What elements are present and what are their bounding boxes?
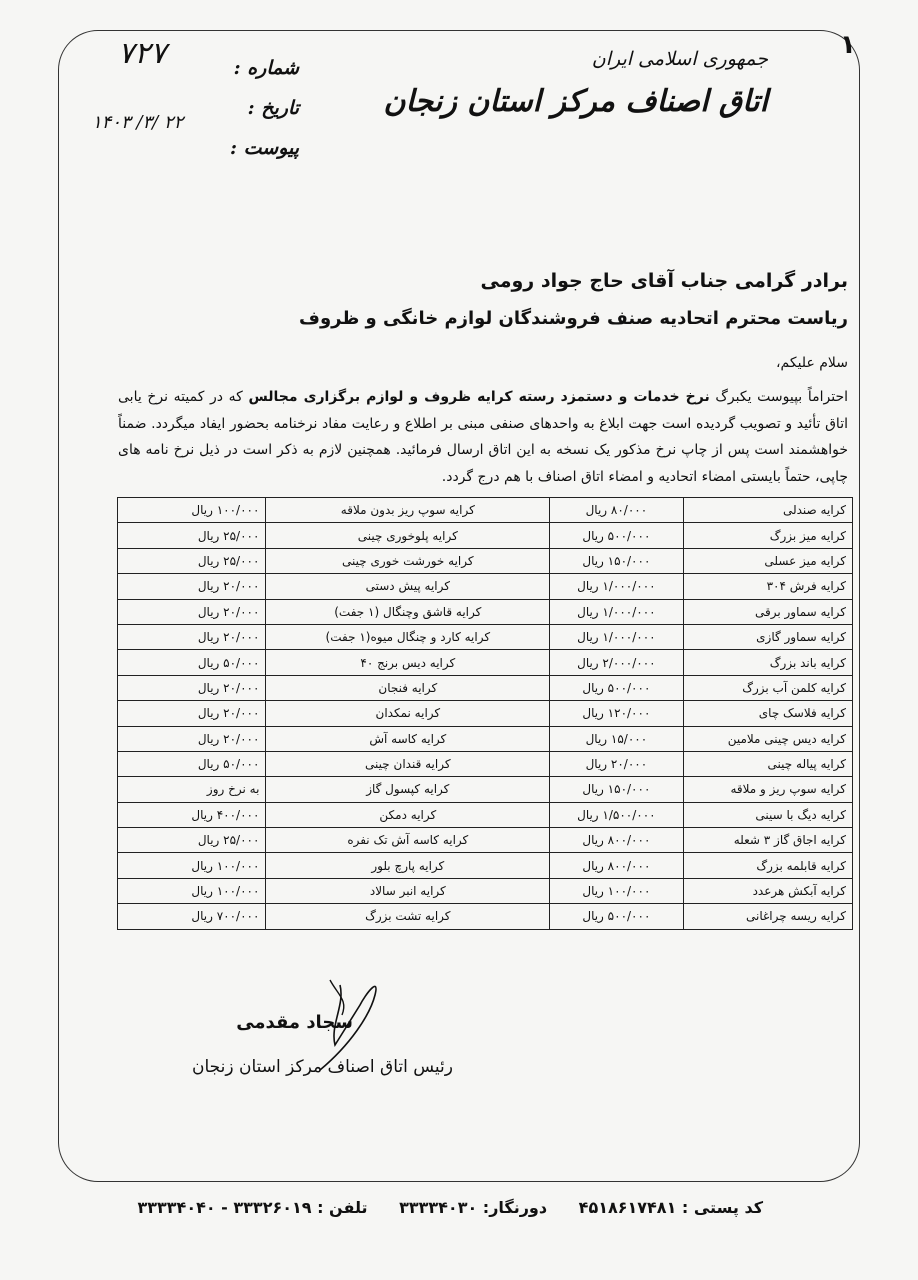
rate-price: ۲۰/۰۰۰ ریال (550, 751, 683, 776)
rate-item: کرایه خورشت خوری چینی (266, 548, 550, 573)
rate-price: ۵۰۰/۰۰۰ ریال (550, 904, 683, 929)
rate-item: کرایه پیش دستی (266, 574, 550, 599)
rate-item: کرایه میز بزرگ (683, 523, 852, 548)
rate-price: ۱/۰۰۰/۰۰۰ ریال (550, 599, 683, 624)
rate-price: ۸۰/۰۰۰ ریال (550, 498, 683, 523)
letter-meta-fields (230, 48, 299, 168)
rate-item: کرایه کاسه آش (266, 726, 550, 751)
body-part-2: که در کمیته نرخ یابی اتاق تأئید و تصویب گردیده است جهت ابلاغ به واحدهای صنفی مبنی بر اطلاع و رعایت مفاد نرخنامه بحضور ایفاد میگردد. ضمناً خواهشمند است پس از چاپ نرخ مذکور یک نسخه به این اتاق ارسال فرمائید. همچنین لازم به ذکر است در ذیل نرخ نامه های چاپی، حتماً بایستی امضاء اتحادیه و امضاء اتاق اصناف با هم درج گردد. (118, 389, 848, 485)
rate-item: کرایه کپسول گاز (266, 777, 550, 802)
table-row (118, 853, 853, 878)
rate-item: کرایه سماور برقی (683, 599, 852, 624)
rate-item: کرایه پلوخوری چینی (266, 523, 550, 548)
rate-price: ۱۵۰/۰۰۰ ریال (550, 777, 683, 802)
rate-item: کرایه دیس برنج ۴۰ (266, 650, 550, 675)
rate-item: کرایه کلمن آب بزرگ (683, 675, 852, 700)
table-row (118, 726, 853, 751)
rate-price: به نرخ روز (118, 777, 266, 802)
table-row (118, 548, 853, 573)
letter-body (118, 384, 848, 490)
rate-item: کرایه قاشق وچنگال (۱ جفت) (266, 599, 550, 624)
rate-price: ۲۰/۰۰۰ ریال (118, 675, 266, 700)
letter-date: ۱۴۰۳ /۳/ ۲۲ (92, 112, 184, 133)
rate-item: کرایه دیگ با سینی (683, 802, 852, 827)
rate-item: کرایه آبکش هرعدد (683, 878, 852, 903)
rate-price: ۲۰/۰۰۰ ریال (118, 574, 266, 599)
rate-item: کرایه فنجان (266, 675, 550, 700)
addressee-line-1: برادر گرامی جناب آقای حاج جواد رومی (480, 270, 848, 292)
rate-price: ۵۰/۰۰۰ ریال (118, 751, 266, 776)
rate-price: ۱/۰۰۰/۰۰۰ ریال (550, 574, 683, 599)
rate-item: کرایه اجاق گاز ۳ شعله (683, 828, 852, 853)
table-row (118, 675, 853, 700)
signer-name: سجاد مقدمی (236, 1012, 353, 1033)
letterhead (383, 48, 768, 119)
rate-price: ۵۰۰/۰۰۰ ریال (550, 675, 683, 700)
rate-price: ۲۰/۰۰۰ ریال (118, 624, 266, 649)
postal-code: کد پستی : ۴۵۱۸۶۱۷۴۸۱ (578, 1198, 763, 1217)
number-label: شماره : (233, 57, 300, 79)
table-row (118, 599, 853, 624)
organization-name: اتاق اصناف مرکز استان زنجان (383, 84, 768, 119)
phone-number: تلفن : ۳۳۳۲۶۰۱۹ - ۳۳۳۳۴۰۴۰ (137, 1198, 368, 1217)
rate-price: ۱۰۰/۰۰۰ ریال (550, 878, 683, 903)
greeting: سلام علیکم، (776, 355, 848, 371)
rate-item: کرایه دمکن (266, 802, 550, 827)
rate-price: ۱۰۰/۰۰۰ ریال (118, 853, 266, 878)
rate-price: ۱۰۰/۰۰۰ ریال (118, 878, 266, 903)
rate-price: ۵۰۰/۰۰۰ ریال (550, 523, 683, 548)
table-row (118, 904, 853, 929)
rate-price: ۲۰/۰۰۰ ریال (118, 726, 266, 751)
rate-price: ۴۰۰/۰۰۰ ریال (118, 802, 266, 827)
fax-number: دورنگار: ۳۳۳۳۴۰۳۰ (399, 1198, 548, 1217)
rate-price: ۱۵۰/۰۰۰ ریال (550, 548, 683, 573)
rate-price: ۷۰۰/۰۰۰ ریال (118, 904, 266, 929)
addressee-line-2: ریاست محترم اتحادیه صنف فروشندگان لوازم خانگی و ظروف (299, 308, 848, 329)
country-name: جمهوری اسلامی ایران (591, 48, 768, 70)
rate-price: ۲/۰۰۰/۰۰۰ ریال (550, 650, 683, 675)
rate-price: ۱۵/۰۰۰ ریال (550, 726, 683, 751)
signer-title: رئیس اتاق اصناف مرکز استان زنجان (192, 1057, 453, 1077)
body-bold-phrase: نرخ خدمات و دستمزد رسته کرایه ظروف و لوازم برگزاری مجالس (248, 389, 710, 405)
rate-item: کرایه تشت بزرگ (266, 904, 550, 929)
table-row (118, 650, 853, 675)
rate-price: ۸۰۰/۰۰۰ ریال (550, 828, 683, 853)
rate-price: ۱/۰۰۰/۰۰۰ ریال (550, 624, 683, 649)
footer-contacts (111, 1198, 763, 1217)
rate-price: ۸۰۰/۰۰۰ ریال (550, 853, 683, 878)
letter-number: ۷۲۷ (118, 36, 167, 71)
rate-item: کرایه فلاسک چای (683, 701, 852, 726)
rate-item: کرایه قندان چینی (266, 751, 550, 776)
table-row (118, 574, 853, 599)
rate-price: ۱/۵۰۰/۰۰۰ ریال (550, 802, 683, 827)
rate-item: کرایه باند بزرگ (683, 650, 852, 675)
table-row (118, 878, 853, 903)
rate-price: ۲۵/۰۰۰ ریال (118, 523, 266, 548)
table-row (118, 828, 853, 853)
rate-item: کرایه کاسه آش تک نفره (266, 828, 550, 853)
rate-item: کرایه قابلمه بزرگ (683, 853, 852, 878)
rate-item: کرایه دیس چینی ملامین (683, 726, 852, 751)
table-row (118, 624, 853, 649)
rate-item: کرایه کارد و چنگال میوه(۱ جفت) (266, 624, 550, 649)
body-part-1: احتراماً بپیوست یکبرگ (709, 389, 848, 405)
corner-mark: ۱ (840, 30, 856, 60)
rate-item: کرایه میز عسلی (683, 548, 852, 573)
table-row (118, 701, 853, 726)
rate-item: کرایه ریسه چراغانی (683, 904, 852, 929)
rate-item: کرایه نمکدان (266, 701, 550, 726)
table-row (118, 498, 853, 523)
rate-price: ۱۲۰/۰۰۰ ریال (550, 701, 683, 726)
rate-price: ۲۰/۰۰۰ ریال (118, 599, 266, 624)
rate-item: کرایه صندلی (683, 498, 852, 523)
table-row (118, 802, 853, 827)
rate-item: کرایه سوپ ریز بدون ملاقه (266, 498, 550, 523)
rate-item: کرایه فرش ۳۰۴ (683, 574, 852, 599)
rate-item: کرایه پارچ بلور (266, 853, 550, 878)
date-label: تاریخ : (247, 97, 300, 119)
table-row (118, 523, 853, 548)
rate-price: ۲۵/۰۰۰ ریال (118, 828, 266, 853)
rate-item: کرایه انبر سالاد (266, 878, 550, 903)
rate-item: کرایه سوپ ریز و ملاقه (683, 777, 852, 802)
rate-price: ۲۵/۰۰۰ ریال (118, 548, 266, 573)
rate-item: کرایه سماور گازی (683, 624, 852, 649)
rates-table (117, 497, 853, 930)
attachment-label: پیوست : (230, 137, 300, 159)
table-row (118, 777, 853, 802)
rate-price: ۵۰/۰۰۰ ریال (118, 650, 266, 675)
rate-price: ۱۰۰/۰۰۰ ریال (118, 498, 266, 523)
rate-item: کرایه پیاله چینی (683, 751, 852, 776)
table-row (118, 751, 853, 776)
rate-price: ۲۰/۰۰۰ ریال (118, 701, 266, 726)
